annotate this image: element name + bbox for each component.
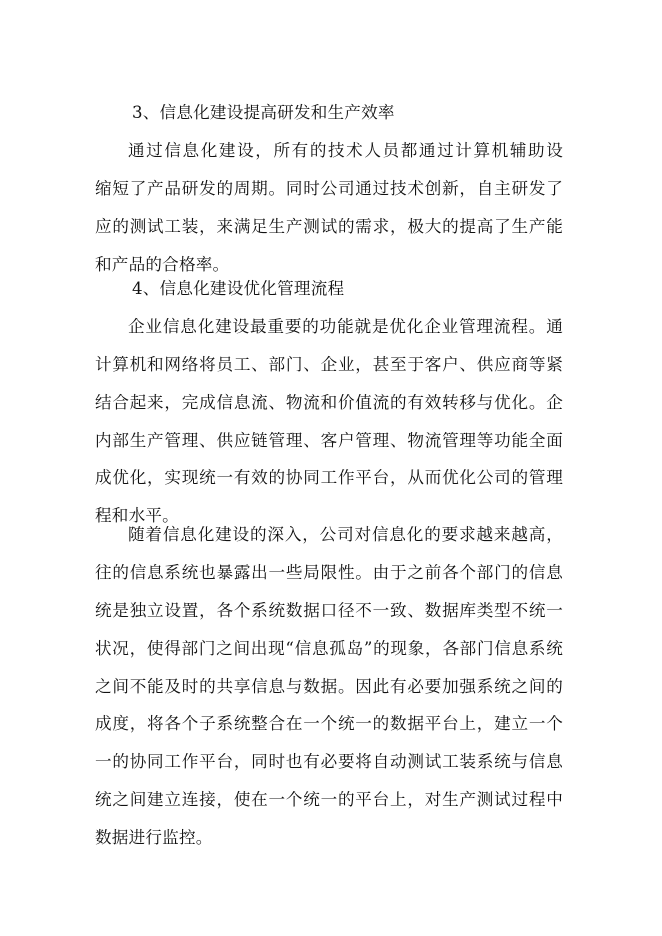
section-4	[95, 270, 563, 535]
paragraph-line: 结合起来，完成信息流、物流和价值流的有效转移与优化。企	[95, 392, 563, 412]
paragraph-line: 统之间建立连接，使在一个统一的平台上，对生产测试过程中	[95, 790, 563, 810]
paragraph-line: 成优化，实现统一有效的协同工作平台，从而优化公司的管理	[95, 468, 563, 488]
paragraph-line: 成度，将各个子系统整合在一个统一的数据平台上，建立一个	[95, 714, 563, 734]
section-3-heading: 3、信息化建设提高研发和生产效率	[132, 103, 395, 122]
paragraph-line: 缩短了产品研发的周期。同时公司通过技术创新，自主研发了	[95, 178, 563, 198]
paragraph-line: 往的信息系统也暴露出一些局限性。由于之前各个部门的信息	[95, 562, 563, 582]
section-4-paragraph-2	[95, 516, 563, 857]
section-4-heading: 4、信息化建设优化管理流程	[132, 279, 345, 298]
paragraph-line: 状况，使得部门之间出现“信息孤岛”的现象，各部门信息系统	[95, 638, 563, 658]
paragraph-line: 随着信息化建设的深入，公司对信息化的要求越来越高，	[128, 525, 563, 544]
paragraph-line: 通过信息化建设，所有的技术人员都通过计算机辅助设	[128, 140, 563, 160]
paragraph-line: 一的协同工作平台，同时也有必要将自动测试工装系统与信息	[95, 752, 563, 772]
section-3	[95, 94, 563, 283]
paragraph-line: 统是独立设置，各个系统数据口径不一致、数据库类型不统一	[95, 600, 563, 620]
paragraph-line: 内部生产管理、供应链管理、客户管理、物流管理等功能全面	[95, 430, 563, 450]
paragraph-line: 计算机和网络将员工、部门、企业，甚至于客户、供应商等紧	[95, 354, 563, 374]
paragraph-line: 和产品的合格率。	[95, 254, 230, 274]
paragraph-line: 应的测试工装，来满足生产测试的需求，极大的提高了生产能	[95, 216, 563, 236]
paragraph-line: 数据进行监控。	[95, 828, 213, 848]
paragraph-line: 企业信息化建设最重要的功能就是优化企业管理流程。通	[128, 316, 563, 336]
paragraph-line: 之间不能及时的共享信息与数据。因此有必要加强系统之间的	[95, 676, 563, 696]
paragraph-line: 程和水平。	[95, 506, 179, 526]
